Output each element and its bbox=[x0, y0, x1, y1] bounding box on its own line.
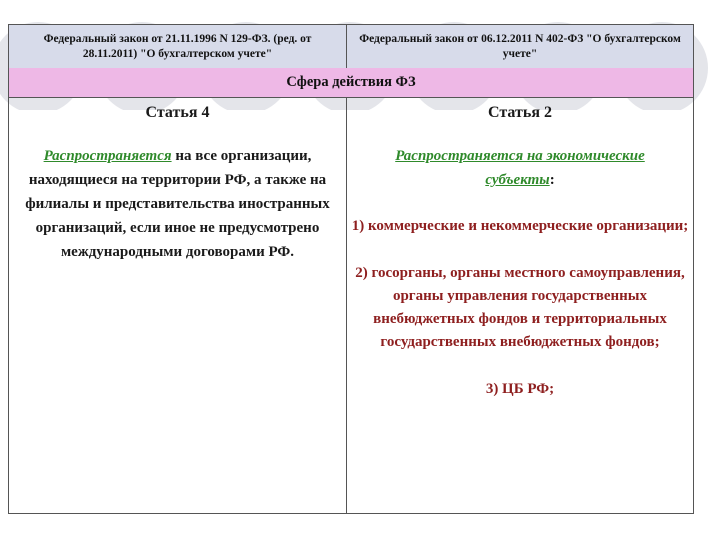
applies-highlight: Распространяется bbox=[43, 148, 172, 164]
article-4-text bbox=[15, 144, 340, 264]
table-header-row bbox=[9, 25, 693, 69]
list-item-commercial-orgs: 1) коммерческие и некоммерческие организации; bbox=[351, 218, 689, 234]
intro-colon: : bbox=[549, 172, 555, 188]
list-item-central-bank: 3) ЦБ РФ; bbox=[485, 381, 555, 397]
header-law-129: Федеральный закон от 21.11.1996 N 129-ФЗ. (ред. от 28.11.2011) "О бухгалтерском учете" bbox=[9, 25, 347, 68]
list-item-state-bodies: 2) госорганы, органы местного самоуправления, органы управления государственных внебюджетных фондов и территориальных государственных внебюджетных фондов; bbox=[355, 265, 685, 350]
article-4-title: Статья 4 bbox=[145, 104, 210, 121]
scope-title: Сфера действия ФЗ bbox=[9, 68, 693, 98]
header-law-402: Федеральный закон от 06.12.2011 N 402-ФЗ "О бухгалтерском учете" bbox=[359, 32, 681, 60]
applies-economic-subjects-highlight: Распространяется на экономические субъекты bbox=[395, 148, 645, 188]
article-2-intro bbox=[351, 144, 689, 192]
article-2-title: Статья 2 bbox=[488, 104, 552, 121]
left-column-cell bbox=[9, 98, 347, 513]
comparison-table bbox=[8, 24, 694, 514]
right-column-cell bbox=[347, 98, 693, 513]
article-4-body: на все организации, находящиеся на территории РФ, а также на филиалы и представительства иностранных организаций, если иное не предусмотрено международными договорами РФ. bbox=[25, 148, 330, 260]
